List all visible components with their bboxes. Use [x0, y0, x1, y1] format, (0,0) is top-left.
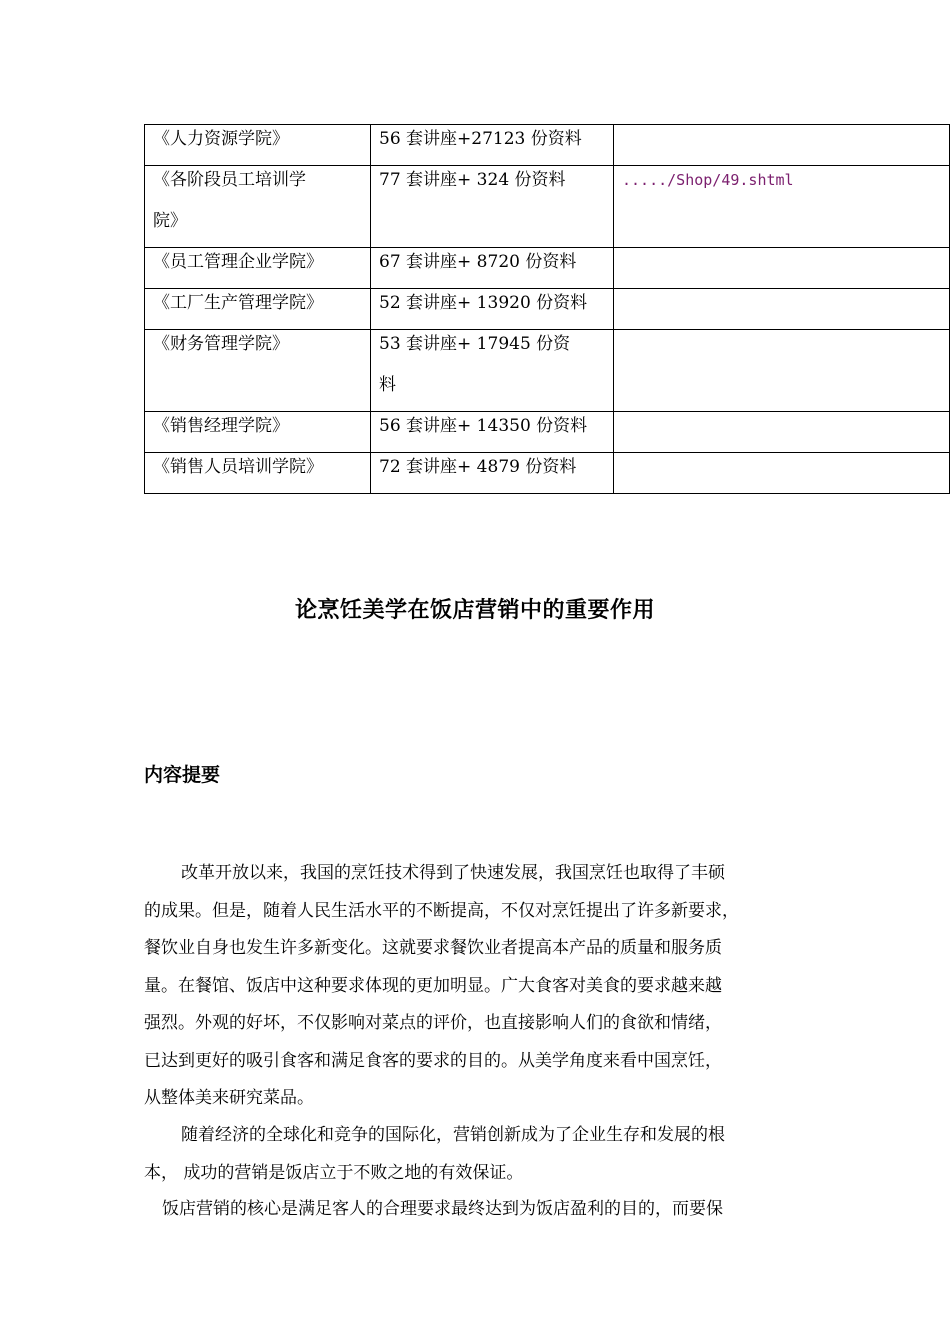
table-cell-content — [371, 330, 614, 412]
section-heading: 内容提要 — [144, 764, 221, 786]
table-row — [145, 330, 950, 412]
table-row — [145, 166, 950, 248]
table-cell-name — [145, 166, 371, 248]
table-cell-name: 《财务管理学院》 — [145, 330, 371, 412]
paragraph-line: 量。在餐馆、饭店中这种要求体现的更加明显。广大食客对美食的要求越来越 — [144, 975, 722, 996]
cell-line: 53 套讲座+ 17945 份资 — [379, 334, 571, 354]
shop-link[interactable]: ...../Shop/49.shtml — [622, 171, 794, 189]
table-cell-link — [614, 248, 950, 289]
paragraph-line: 餐饮业自身也发生许多新变化。这就要求餐饮业者提高本产品的质量和服务质 — [144, 938, 722, 958]
table-cell-name: 《工厂生产管理学院》 — [145, 289, 371, 330]
table-cell-content: 56 套讲座+27123 份资料 — [371, 125, 614, 166]
table-cell-content: 77 套讲座+ 324 份资料 — [371, 166, 614, 248]
table-cell-name: 《销售人员培训学院》 — [145, 453, 371, 494]
paragraph-line: 从整体美来研究菜品。 — [144, 1088, 314, 1108]
paragraph-line: 强烈。外观的好坏，不仅影响对菜点的评价，也直接影响人们的食欲和情绪， — [144, 1013, 722, 1033]
cell-line: 料 — [379, 375, 396, 395]
table-cell-content: 52 套讲座+ 13920 份资料 — [371, 289, 614, 330]
table-cell-link — [614, 330, 950, 412]
table-row — [145, 453, 950, 494]
paragraph — [144, 1117, 814, 1192]
table-cell-link — [614, 453, 950, 494]
paragraph-line: 改革开放以来，我国的烹饪技术得到了快速发展，我国烹饪也取得了丰硕 — [181, 863, 725, 883]
table-cell-name: 《人力资源学院》 — [145, 125, 371, 166]
paragraph — [144, 1191, 814, 1229]
paragraph-line: 已达到更好的吸引食客和满足食客的要求的目的。从美学角度来看中国烹饪， — [144, 1050, 722, 1071]
table-cell-content: 67 套讲座+ 8720 份资料 — [371, 248, 614, 289]
paragraph-line: 的成果。但是，随着人民生活水平的不断提高，不仅对烹饪提出了许多新要求， — [144, 900, 739, 921]
table-cell-link — [614, 166, 950, 248]
table-cell-link — [614, 289, 950, 330]
paragraph — [144, 855, 814, 1118]
cell-line: 《各阶段员工培训学 — [153, 170, 306, 190]
paragraph-line: 随着经济的全球化和竞争的国际化，营销创新成为了企业生存和发展的根 — [181, 1125, 725, 1145]
table-cell-link — [614, 412, 950, 453]
resource-table — [144, 124, 950, 494]
table-cell-name: 《销售经理学院》 — [145, 412, 371, 453]
paragraph-line: 本， 成功的营销是饭店立于不败之地的有效保证。 — [144, 1162, 524, 1183]
paragraph-line: 饭店营销的核心是满足客人的合理要求最终达到为饭店盈利的目的，而要保 — [162, 1199, 723, 1219]
table-cell-name: 《员工管理企业学院》 — [145, 248, 371, 289]
table-cell-content: 72 套讲座+ 4879 份资料 — [371, 453, 614, 494]
table-cell-content: 56 套讲座+ 14350 份资料 — [371, 412, 614, 453]
cell-line: 院》 — [153, 211, 187, 231]
document-title: 论烹饪美学在饭店营销中的重要作用 — [294, 598, 655, 623]
